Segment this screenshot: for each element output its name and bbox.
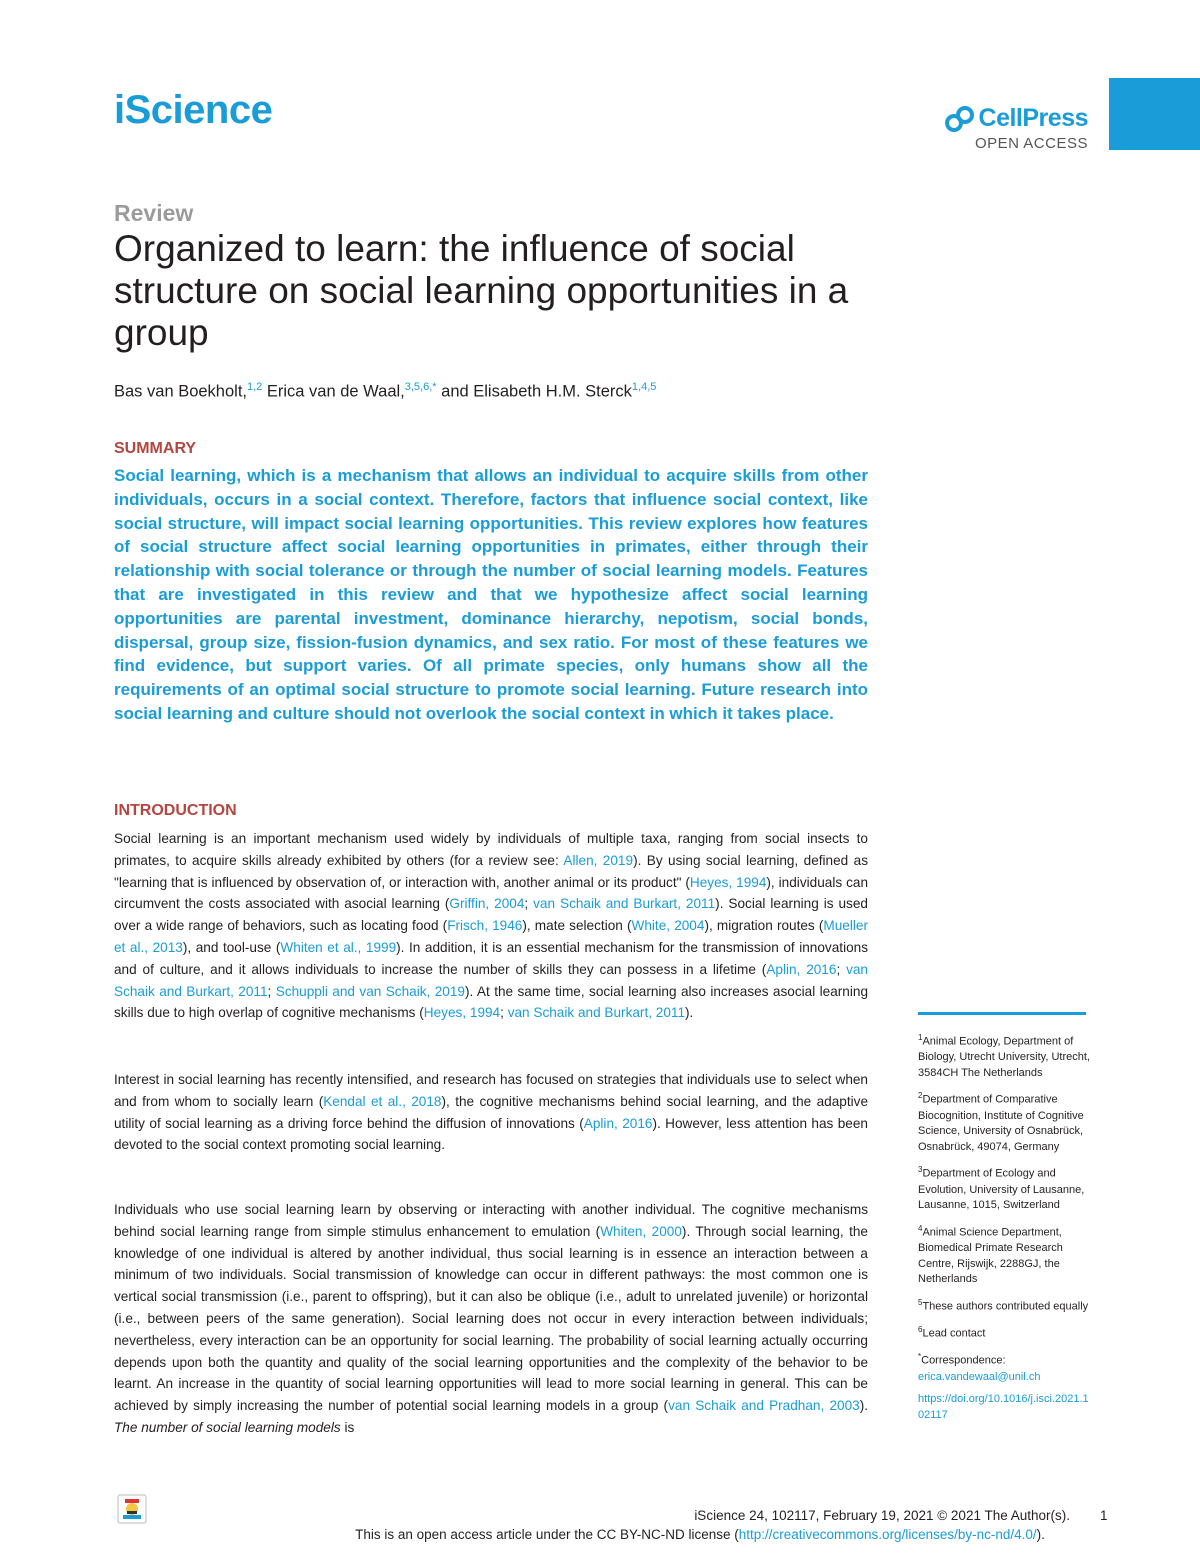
publisher-name: CellPress [978, 104, 1088, 132]
citation-link[interactable]: White, 2004 [631, 918, 705, 934]
affiliation: $^6$Lead contact [918, 1325, 986, 1340]
author-list [114, 381, 656, 402]
header-color-tab [1109, 78, 1200, 150]
journal-name: iScience [114, 88, 273, 132]
author-affiliation-marks[interactable]: 1,4,5 [631, 381, 657, 393]
intro-paragraph-1 [114, 828, 868, 1024]
cellpress-logo [920, 104, 1088, 133]
doi-link[interactable]: https://doi.org/10.1016/j.isci.2021.102117 [918, 1393, 1089, 1421]
paragraph-text: ). However, less attention has been devoted to the social context promoting social learning. [114, 1115, 868, 1153]
citation-link[interactable]: van Schaik and Burkart, 2011 [114, 961, 868, 999]
citation-link[interactable]: Aplin, 2016 [766, 961, 837, 977]
author-affiliation-marks[interactable]: 3,5,6,* [404, 381, 437, 393]
paragraph-text: ). Through social learning, the knowledge of one individual is altered by another individual, thus social learning is in essence an interaction between a minimum of two individuals. Social transmission of knowledge can occur in different pathways: the most common one is vertical social transmission (i.e., parent to offspring), but it can also be oblique (i.e., adult to unrelated juvenile) or horizontal (i.e., between peers of the same generation). Social learning does not occur in every interaction between individuals; nevertheless, every interaction can be an opportunity for social learning. The probability of social learning actually occurring depends upon both the quantity and quality of the social learning opportunities and the complexity of the behavior to be learnt. An increase in the quantity of social learning opportunities will lead to more social learning in general. This can be achieved by simply increasing the number of potential social learning models in a group ( [114, 1223, 868, 1414]
paragraph-text: ), migration routes ( [704, 918, 824, 934]
summary-heading: SUMMARY [114, 440, 197, 457]
affiliation: $^5$These authors contributed equally [918, 1297, 1089, 1313]
paragraph-text: ). [859, 1398, 868, 1414]
paragraph-text: Individuals who use social learning learn by observing or interacting with another individual. The cognitive mechanisms behind social learning range from simple stimulus enhancement to emulation ( [114, 1202, 868, 1239]
citation-link[interactable]: Schuppli and van Schaik, 2019 [275, 983, 465, 999]
affiliation: $^1$Animal Ecology, Department of Biology, Utrecht University, Utrecht, 3584CH The Netherlands [918, 1033, 1090, 1079]
citation-link[interactable]: van Schaik and Burkart, 2011 [533, 896, 716, 912]
italic-text: The number of social learning models [114, 1419, 341, 1435]
sidebar-rule [918, 1012, 1086, 1015]
citation-link[interactable]: van Schaik and Burkart, 2011 [507, 1005, 686, 1021]
license-link[interactable]: http://creativecommons.org/licenses/by-nc-nd/4.0/ [738, 1527, 1037, 1542]
paragraph-text: ), the cognitive mechanisms behind social learning, and the adaptive utility of social learning as a driving force behind the diffusion of innovations ( [114, 1093, 868, 1131]
article-type: Review [114, 200, 194, 226]
cellpress-mark-icon [945, 106, 975, 132]
intro-paragraph-2 [114, 1069, 868, 1156]
paragraph-text: ). In addition, it is an essential mechanism for the transmission of innovations and of culture, and it allows individuals to increase the number of skills they can possess in a lifetime ( [114, 939, 869, 977]
citation-link[interactable]: van Schaik and Pradhan, 2003 [668, 1398, 860, 1414]
summary-text: Social learning, which is a mechanism that allows an individual to acquire skills from other individuals, occurs in a social context. Therefore, factors that influence social context, like social structure, will impact social learning opportunities. This review explores how features of social structure affect social learning opportunities in primates, either through their relationship with social tolerance or through the number of social learning models. Features that are investigated in this review and that we hypothesize affect social learning opportunities are parental investment, dominance hierarchy, nepotism, social bonds, dispersal, group size, fission-fusion dynamics, and sex ratio. For most of these features we find evidence, but support varies. Of all primate species, only humans show all the requirements of an optimal social structure to promote social learning. Future research into social learning and culture should not overlook the social context in which it takes place. [114, 466, 868, 723]
page-number: 1 [1100, 1508, 1108, 1523]
paragraph-text: ), and tool-use ( [182, 939, 281, 955]
doi [918, 1392, 1090, 1423]
author-affiliation-marks[interactable]: 1,2 [247, 381, 263, 393]
publisher-logo [920, 104, 1088, 152]
citation-link[interactable]: Mueller et al., 2013 [114, 918, 868, 955]
introduction-heading: INTRODUCTION [114, 802, 237, 819]
author-name: Bas van Boekholt, [114, 382, 247, 401]
author-name: and Elisabeth H.M. Sterck [436, 382, 632, 401]
paragraph-text: ; [267, 983, 276, 999]
paragraph-text: ). By using social learning, defined as "learning that is influenced by observation of, or interaction with, another animal or its product" ( [114, 852, 868, 890]
citation-link[interactable]: Whiten et al., 1999 [280, 939, 397, 955]
paragraph-text: ), individuals can circumvent the costs associated with asocial learning ( [114, 874, 868, 912]
citation-link[interactable]: Aplin, 2016 [583, 1115, 653, 1131]
paragraph-text: ). Social learning is used over a wide range of behaviors, such as locating food ( [114, 896, 868, 934]
affiliation: $^2$Department of Comparative Biocognition, Institute of Cognitive Science, University of Osnabrück, Osnabrück, 49074, Germany [918, 1091, 1084, 1153]
citation-link[interactable]: Heyes, 1994 [689, 874, 767, 890]
citation-link[interactable]: Heyes, 1994 [423, 1005, 501, 1021]
article-title: Organized to learn: the influence of social structure on social learning opportunities in a group [114, 228, 849, 353]
affiliations-sidebar [918, 1030, 1090, 1430]
license-line: This is an open access article under the CC BY-NC-ND license (http://creativecommons.org/licenses/by-nc-nd/4.0/). [355, 1527, 1045, 1542]
paragraph-text: Interest in social learning has recently intensified, and research has focused on strategies that individuals use to select when and from whom to socially learn ( [114, 1072, 868, 1109]
paragraph-text: ; [524, 896, 534, 912]
correspondence-email-link[interactable]: erica.vandewaal@unil.ch [918, 1370, 1041, 1383]
paragraph-text: ), mate selection ( [522, 918, 632, 934]
paragraph-text: Social learning is an important mechanism used widely by individuals of multiple taxa, ranging from social insects to primates, to acquire skills already exhibited by others (for a review see: [114, 831, 868, 868]
intro-paragraph-3 [114, 1199, 868, 1439]
citation-link[interactable]: Allen, 2019 [563, 852, 634, 868]
affiliation: $^3$Department of Ecology and Evolution, University of Lausanne, Lausanne, 1015, Switzerland [918, 1165, 1085, 1212]
citation-link[interactable]: Frisch, 1946 [447, 918, 523, 934]
citation-line: iScience 24, 102117, February 19, 2021 © 2021 The Author(s). [694, 1508, 1070, 1523]
open-access-label: OPEN ACCESS [974, 135, 1088, 152]
paragraph-text: ; [836, 961, 847, 977]
paragraph-text: is [340, 1419, 355, 1435]
paragraph-text: ). At the same time, social learning also increases asocial learning skills due to high overlap of cognitive mechanisms ( [114, 983, 869, 1021]
paragraph-text: ). [685, 1005, 694, 1021]
citation-link[interactable]: Kendal et al., 2018 [323, 1093, 442, 1109]
citation-link[interactable]: Whiten, 2000 [600, 1223, 682, 1239]
paragraph-text: ; [500, 1005, 508, 1021]
check-for-updates-icon[interactable] [117, 1494, 147, 1524]
affiliation: $^4$Animal Science Department, Biomedical Primate Research Centre, Rijswijk, 2288GJ, the Netherlands [918, 1223, 1063, 1286]
correspondence: *Correspondence: erica.vandewaal@unil.ch [918, 1352, 1041, 1383]
author-name: Erica van de Waal, [262, 382, 405, 401]
citation-link[interactable]: Griffin, 2004 [449, 896, 525, 912]
